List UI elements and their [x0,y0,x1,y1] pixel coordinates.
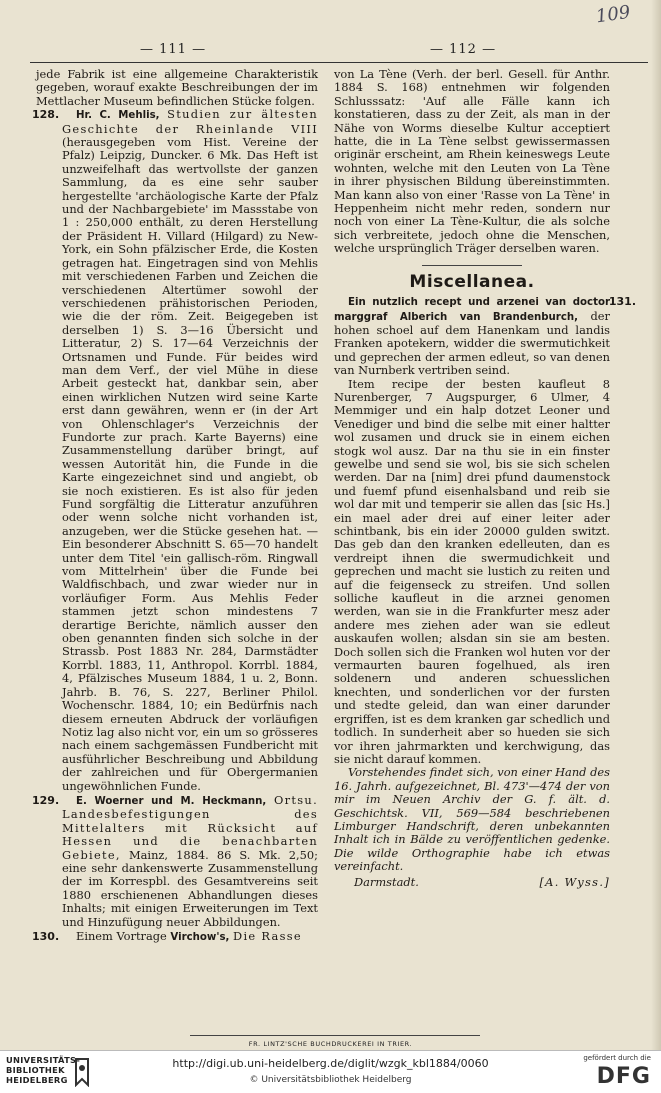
entry-130 [32,929,318,944]
library-logo-text: UNIVERSITÄTS- BIBLIOTHEK HEIDELBERG [6,1055,81,1085]
editor-note: Vorstehendes findet sich, von einer Hand des 16. Jahrh. aufgezeichnet, Bl. 473'—474 der von mir im Neuen Archiv der G. f. ält. d. Geschichtsk. VII, 569—584 beschriebenen Limburger Handschrift, deren unbekannten Inhalt ich in Bälde zu veröffentlichen gedenke. Die wilde Orthographie habe ich etwas vereinfacht. [334,765,610,874]
entry-number: 129. [32,793,60,807]
entry-body: der hohen schoel auf dem Hanenkam und landis Franken apotekern, widder die swermutichkeit und geprechen der armen edleut, so van denen van Nurnberk vertriben seind. [334,308,610,378]
entry-body: (herausgegeben vom Hist. Vereine der Pfalz) Leipzig, Duncker. 6 Mk. Das Heft ist unzweifelhaft das wertvollste der ganzen Sammlung, da es eine sehr sauber hergestellte 'archäologische Karte der Pfalz und der Nachbargebiete' im Massstabe von 1 : 250,000 enthält, zu deren Herstellung der Präsident H. Villard (Hilgard) zu New-York, ein Sohn pfälzischer Erde, die Kosten getragen hat. Eingetragen sind von Mehlis mit verschiedenen Farben und Zeichen die verschiedenen Altertümer sowohl der verschiedenen prähistorischen Perioden, wie die der röm. Zeit. Beigegeben ist derselben 1) S. 3—16 Übersicht und Litteratur, 2) S. 17—64 Verzeichnis der Ortsnamen und Funde. Für beides wird man dem Verf., der viel Mühe in diese Arbeit gesteckt hat, dankbar sein, aber einen wirklichen Nutzen wird seine Karte erst dann gewähren, wenn er (in der Art von Ohlenschlager's Verzeichnis der Fundorte zur prach. Karte Bayerns) eine Zusammenstellung darüber bringt, auf wessen Autorität hin, die Funde in die Karte eingezeichnet sind und angiebt, ob sie noch existieren. Es ist also für jeden Fund sorgfältig die Litteratur anzuführen oder wenn solche nicht vorhanden ist, anzugeben, wer die Stücke gesehen hat. — Ein besonderer Abschnitt S. 65—70 handelt unter dem Titel 'ein gallisch-röm. Ringwall vom Mittelrhein' über die Funde bei Waldfischbach, und zwar wieder nur in vorläufiger Form. Aus Mehlis Feder stammen jetzt schon mindestens 7 derartige Berichte, nämlich ausser den oben genannten finden sich solche in der Strassb. Post 1883 Nr. 284, Darmstädter Korrbl. 1883, 11, Anthropol. Korrbl. 1884, 4, Pfälzisches Museum 1884, 1 u. 2, Bonn. Jahrb. B. 76, S. 227, Berliner Philol. Wochenschr. 1884, 10; ein Bedürfnis nach diesem erneuten Abdruck der vorläufigen Notiz lag also nicht vor, ein um so grösseres nach einem sachgemässen Fundbericht mit ausführlicher Beschreibung und Abbildung der zahlreichen und für Obergermanien ungewöhnlichen Funde. [62,135,318,793]
signature-line [334,876,610,889]
entry-title: Ein nutzlich recept und arzenei van doctor marggraf Alberich van Brandenburch, [334,297,610,323]
place: Darmstadt. [354,874,419,889]
entry-lead: Einem Vortrage [76,929,167,943]
entry-number: 131. [608,295,636,309]
printer-line: FR. LINTZ'SCHE BUCHDRUCKEREI IN TRIER. [248,1040,413,1048]
dfg-logo: DFG [596,1064,651,1089]
section-title: Miscellanea. [409,271,535,292]
recipe-text: Item recipe der besten kaufleut 8 Nurenberger, 7 Augspurger, 6 Ulmer, 4 Memmiger und ein halp dotzet Leoner und Venediger und bind die selbe mit einer haltter wol zusamen und druck sie in einem eichen stogk wol ausz. Dar na thu sie in ein finster gewelbe und send sie wol, bis sie sich schelen werden. Dar na [nim] drei pfund daumenstock und fuemf pfund eisenhalsband und reib sie wol dar mit und temperir sie allen das [sic Hs.] ein mael ader drei auf einer leiter ader schintbank, bis ein ider 20000 gulden switzt. Das geb dan den kranken edelleuten, dan es verdreipt ihnen die swermudichkeit und geprechen und macht sie lustich zu reiten und auf die feigenseck zu streifen. Und sollen solliche kaufleut in die arznei genomen werden, wan sie in die Frankfurter mesz ader andere mes ziehen ader wan sie edleut auskaufen wollen; alsdan sin sie am besten. Doch sollen sich die Franken wol huten vor der vermaurten bauren fogelhued, als iren soldenern und anderen schuesslichen knechten, und sonderlichen vor der fursten und stedte geleid, dan wan einer darunder ergriffen, ist es dem kranken gar schedlich und todlich. In sunderheit aber so hueden sie sich vor ihren jahrmarkten und kerchwigung, das sie nicht darauf kommen. [334,376,610,766]
entry-131 [334,295,636,889]
entry-number: 128. [32,108,60,122]
entry-number: 130. [32,930,60,943]
entry-tail: Die Rasse [233,929,302,943]
header-rule [30,62,648,63]
entry-author: Hr. C. Mehlis, [76,110,160,122]
viewer-bottom-bar [0,1050,661,1093]
entry-author: Virchow's, [170,932,230,943]
entry-title: Ortsu. Landesbefestigungen des Mittelalters mit Rücksicht auf Hessen und die benachbarten Gebiete, [62,792,318,862]
signature: [A. Wyss.] [539,874,610,889]
page-number-right: — 112 — [430,42,497,57]
sponsor-label: gefördert durch die [583,1054,651,1062]
page-number-left: — 111 — [140,42,207,57]
right-column [334,67,636,889]
left-column [32,67,319,944]
entry-author: E. Woerner und M. Heckmann, [76,795,267,807]
entry-body: Mainz, 1884. 86 S. Mk. 2,50; eine sehr dankenswerte Zusammenstellung der im Korrespbl. des Gesamtvereins seit 1880 erschienenen Abhandlungen dieses Inhalts; mit einigen Erweiterungen im Text und Hinzufügung neuer Abbildungen. [62,847,319,929]
continuation-paragraph: von La Tène (Verh. der berl. Gesell. für Anthr. 1884 S. 168) entnehmen wir folgenden Schlusssatz: 'Auf alle Fälle kann ich konstatieren, dass zu der Zeit, als man in der Nähe von Worms dieselbe Kultur acceptiert hatte, die in La Tène selbst gewissermassen originär erscheint, am Rhein keineswegs Leute wohnten, welche mit den Leuten von La Tène in ihrer physischen Bildung übereinstimmten. Man kann also von einer 'Rasse von La Tène' in Heppenheim nicht mehr reden, sondern nur noch von einer La Tène-Kultur, die als solche sich verbreitete, jedoch ohne die Menschen, welche ursprünglich Träger derselben waren. [334,67,610,256]
copyright-notice: © Universitätsbibliothek Heidelberg [249,1075,412,1085]
footer-rule [190,1035,480,1036]
permalink-url[interactable]: http://digi.ub.uni-heidelberg.de/diglit/wzgk_kbl1884/0060 [172,1057,489,1070]
intro-paragraph: jede Fabrik ist eine allgemeine Charakteristik gegeben, worauf exakte Beschreibungen der im Mettlacher Museum befindlichen Stücke folgen. [36,67,318,108]
entry-128 [32,107,319,793]
handwritten-page-number: 109 [594,1,632,28]
section-separator [422,265,522,266]
entry-129 [32,792,319,929]
entry-title: Studien zur ältesten Geschichte der Rheinlande VIII [62,107,319,136]
